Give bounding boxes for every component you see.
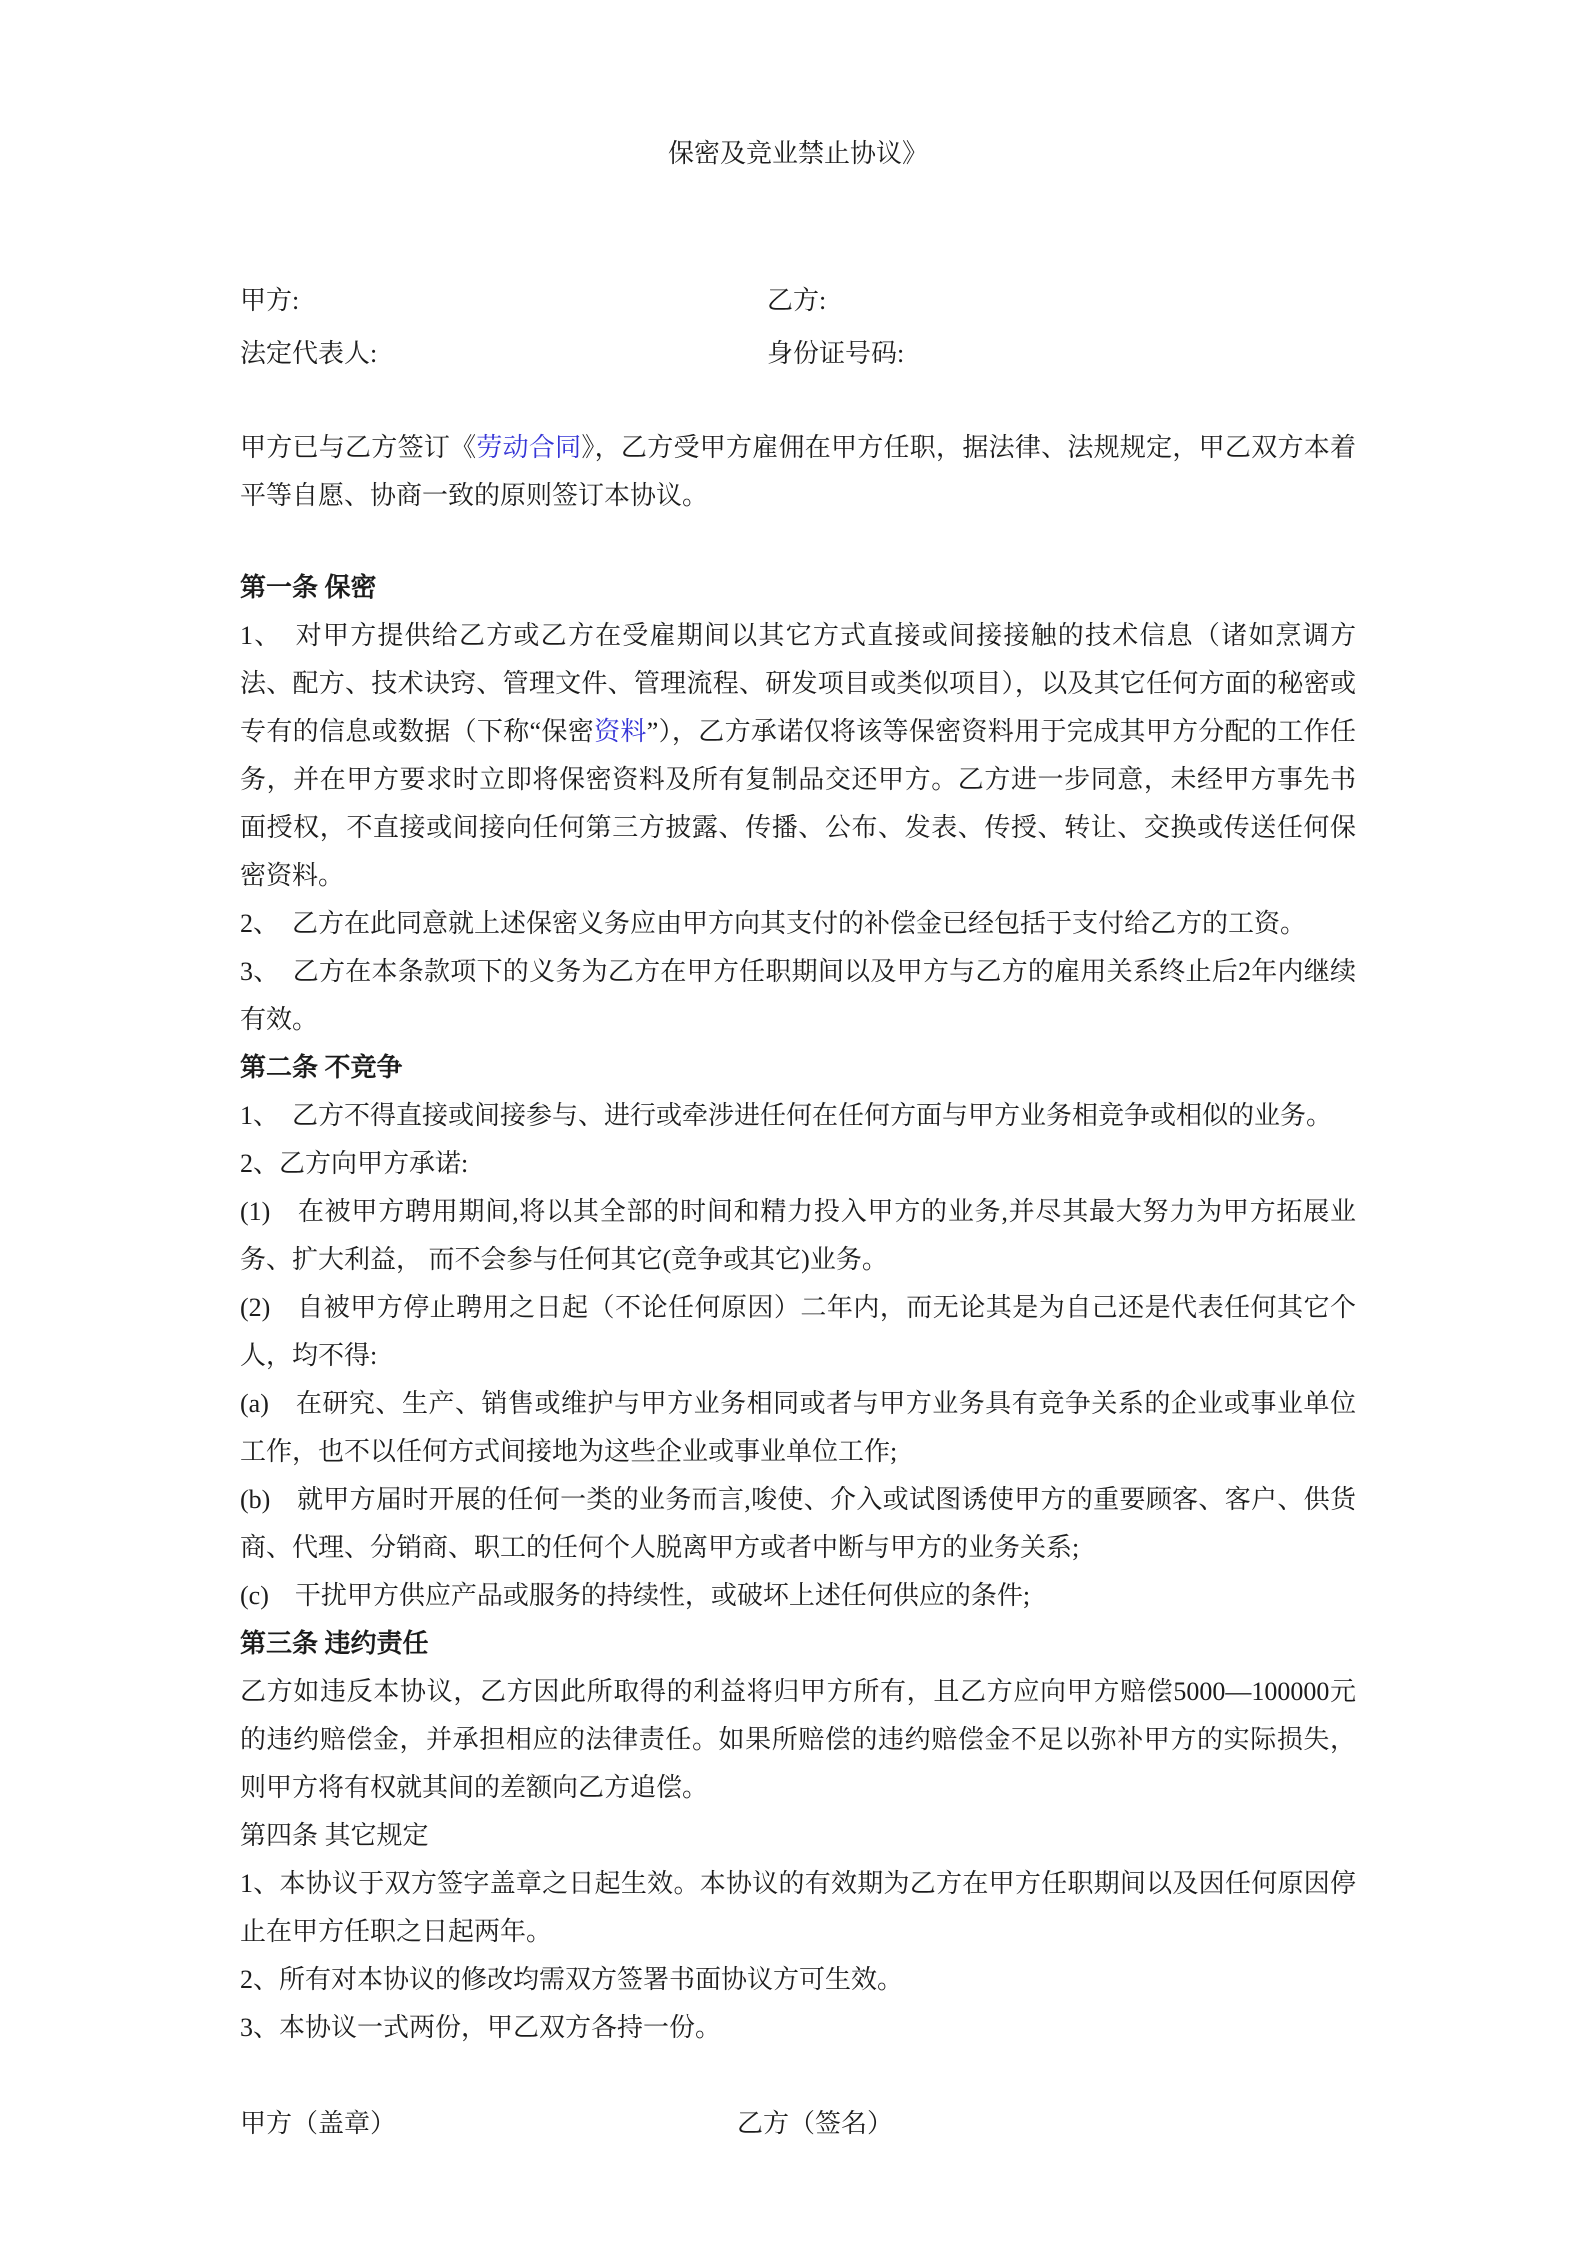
section2-sub-b: (b) 就甲方届时开展的任何一类的业务而言,唆使、介入或试图诱使甲方的重要顾客、客户、供货商、代理、分销商、职工的任何个人脱离甲方或者中断与甲方的业务关系;: [240, 1485, 1356, 1562]
section1-item1-pre: 1、 对甲方提供给乙方或乙方在受雇期间以其它方式直接或间接接触的技术信息（诸如烹调方法、配方、技术诀窍、管理文件、管理流程、研发项目或类似项目），以及其它任何方面的秘密或专有的信息或数据（下称“保密: [240, 621, 1356, 746]
intro-text-pre: 甲方已与乙方签订《: [240, 433, 477, 462]
intro-text-post: 》，乙方受甲方雇佣在甲方任职，据法律、法规规定，甲乙双方本着平等自愿、协商一致的原则签订本协议。: [240, 433, 1356, 510]
section1-item1-post: ”），乙方承诺仅将该等保密资料用于完成其甲方分配的工作任务，并在甲方要求时立即将保密资料及所有复制品交还甲方。乙方进一步同意，未经甲方事先书面授权，不直接或间接向任何第三方披露、传播、公布、发表、传授、转让、交换或传送任何保密资料。: [240, 717, 1356, 890]
intro-paragraph: [240, 424, 1356, 520]
section1-item2: 2、 乙方在此同意就上述保密义务应由甲方向其支付的补偿金已经包括于支付给乙方的工资。: [240, 909, 1307, 938]
party-a-label: 甲方:: [240, 286, 300, 315]
section4-item1: 1、本协议于双方签字盖章之日起生效。本协议的有效期为乙方在甲方任职期间以及因任何原因停止在甲方任职之日起两年。: [240, 1869, 1356, 1946]
section2-sub-c: (c) 干扰甲方供应产品或服务的持续性，或破坏上述任何供应的条件;: [240, 1581, 1031, 1610]
labor-contract-link[interactable]: 劳动合同: [476, 433, 582, 462]
legal-representative-label: 法定代表人:: [240, 339, 378, 368]
confidential-materials-link[interactable]: 资料: [594, 717, 647, 746]
parties-block: [240, 274, 1356, 380]
section1-item1: [240, 612, 1356, 900]
section2-sub-a: (a) 在研究、生产、销售或维护与甲方业务相同或者与甲方业务具有竞争关系的企业或事业单位工作，也不以任何方式间接地为这些企业或事业单位工作;: [240, 1389, 1356, 1466]
parties-row-1: [240, 274, 1356, 327]
section2-item1: 1、 乙方不得直接或间接参与、进行或牵涉进任何在任何方面与甲方业务相竞争或相似的业务。: [240, 1101, 1333, 1130]
section2-sub2: (2) 自被甲方停止聘用之日起（不论任何原因）二年内，而无论其是为自己还是代表任何其它个人，均不得:: [240, 1293, 1356, 1370]
document-body: [240, 424, 1356, 2052]
signature-block: [240, 2100, 1356, 2148]
section1-item3: 3、 乙方在本条款项下的义务为乙方在甲方任职期间以及甲方与乙方的雇用关系终止后2年内继续有效。: [240, 957, 1356, 1034]
section2-sub1: (1) 在被甲方聘用期间,将以其全部的时间和精力投入甲方的业务,并尽其最大努力为甲方拓展业务、扩大利益， 而不会参与任何其它(竞争或其它)业务。: [240, 1197, 1356, 1274]
signature-party-a-label: 甲方（盖章）: [240, 2109, 397, 2138]
section4-heading: 第四条 其它规定: [240, 1821, 429, 1850]
party-b-label: 乙方:: [767, 286, 827, 315]
section4-item3: 3、本协议一式两份，甲乙双方各持一份。: [240, 2013, 722, 2042]
id-number-label: 身份证号码:: [767, 339, 905, 368]
page-title: 保密及竞业禁止协议》: [667, 139, 928, 168]
section2-item2: 2、乙方向甲方承诺:: [240, 1149, 469, 1178]
section2-heading: 第二条 不竞争: [240, 1053, 403, 1082]
section1-heading: 第一条 保密: [240, 573, 377, 602]
parties-row-2: [240, 327, 1356, 380]
section3-heading: 第三条 违约责任: [240, 1629, 429, 1658]
section3-body: 乙方如违反本协议，乙方因此所取得的利益将归甲方所有，且乙方应向甲方赔偿5000—100000元的违约赔偿金，并承担相应的法律责任。如果所赔偿的违约赔偿金不足以弥补甲方的实际损失，则甲方将有权就其间的差额向乙方追偿。: [240, 1677, 1356, 1802]
signature-party-b-label: 乙方（签名）: [737, 2109, 894, 2138]
section4-item2: 2、所有对本协议的修改均需双方签署书面协议方可生效。: [240, 1965, 904, 1994]
